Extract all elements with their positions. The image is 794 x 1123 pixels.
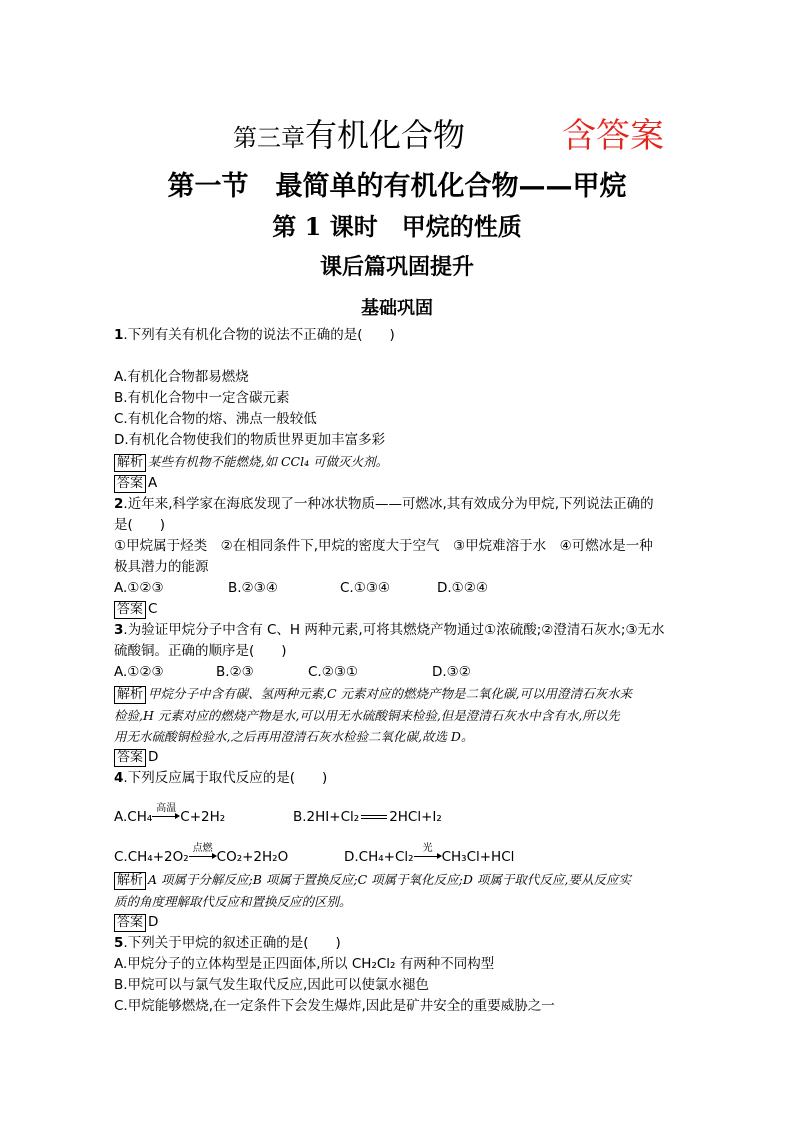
option-d: D.①②④	[437, 580, 488, 596]
question-number: 2	[114, 496, 124, 512]
reaction-arrow	[152, 803, 180, 822]
answer-label: 答案	[114, 749, 146, 767]
products: 2HCl+I₂	[389, 809, 442, 825]
option-b: B.②③④	[228, 580, 278, 596]
reaction-arrow	[189, 843, 217, 862]
question-4-answer	[114, 912, 680, 933]
question-1-answer	[114, 473, 680, 494]
option-a: A.①②③	[114, 580, 164, 596]
question-3-analysis-cont2: 用无水硫酸铜检验水,之后再用澄清石灰水检验二氧化碳,故选 D。	[114, 729, 474, 744]
answer-label: 答案	[114, 601, 146, 619]
question-2-stem	[114, 494, 680, 515]
question-5-stem	[114, 933, 680, 954]
option-c	[114, 843, 289, 868]
analysis-text: 甲烷分子中含有碳、氢两种元素,C 元素对应的燃烧产物是二氧化碳,可以用澄清石灰水来	[148, 686, 633, 701]
analysis-label: 解析	[114, 872, 146, 890]
reactants: C.CH₄+2O₂	[114, 849, 189, 865]
answer-value: C	[148, 601, 158, 617]
reaction-condition: 光	[422, 843, 433, 854]
question-number: 5	[114, 935, 124, 951]
answer-included-tag: 含答案	[562, 116, 664, 156]
chapter-prefix: 第三章	[233, 124, 305, 152]
stage-title: 课后篇巩固提升	[319, 254, 474, 280]
chapter-title	[233, 110, 465, 156]
option-d: D.③②	[432, 664, 471, 680]
question-text: .为验证甲烷分子中含有 C、H 两种元素,可将其燃烧产物通过①浓硫酸;②澄清石灰水;③无水	[123, 622, 665, 638]
reaction-arrow	[414, 843, 442, 862]
question-1-analysis	[114, 451, 680, 473]
analysis-text: A 项属于分解反应;B 项属于置换反应;C 项属于氧化反应;D 项属于取代反应,要从反应实	[148, 872, 631, 887]
question-2-statements: ①甲烷属于烃类 ②在相同条件下,甲烷的密度大于空气 ③甲烷难溶于水 ④可燃冰是一种	[114, 538, 653, 554]
reaction-condition: 点燃	[192, 843, 213, 854]
question-2-answer	[114, 599, 680, 620]
question-text: .下列反应属于取代反应的是( )	[123, 770, 328, 786]
analysis-text: 某些有机物不能燃烧,如 CCl₄ 可做灭火剂。	[148, 454, 389, 469]
question-4-options-row-1	[114, 789, 680, 829]
question-3-analysis	[114, 683, 680, 705]
question-5-option-c: C.甲烷能够燃烧,在一定条件下会发生爆炸,因此是矿井安全的重要威胁之一	[114, 998, 555, 1014]
question-5-option-a: A.甲烷分子的立体构型是正四面体,所以 CH₂Cl₂ 有两种不同构型	[114, 956, 495, 972]
section-title: 第一节 最简单的有机化合物——甲烷	[167, 171, 627, 202]
option-b: B.②③	[216, 664, 254, 680]
reaction-condition: 高温	[156, 803, 177, 814]
option-c: C.②③①	[308, 664, 359, 680]
question-2-options	[114, 578, 680, 599]
question-number: 3	[114, 622, 124, 638]
reactants: B.2HI+Cl₂	[293, 809, 360, 825]
analysis-label: 解析	[114, 454, 146, 472]
question-5-option-b: B.甲烷可以与氯气发生取代反应,因此可以使氯水褪色	[114, 977, 429, 993]
question-3-options	[114, 662, 680, 683]
reactants: D.CH₄+Cl₂	[344, 849, 414, 865]
option-d	[344, 843, 515, 868]
answer-label: 答案	[114, 914, 146, 932]
question-2-stem-cont: 是( )	[114, 517, 166, 533]
question-1-option-b: B.有机化合物中一定含碳元素	[114, 390, 290, 406]
question-4-options-row-2	[114, 829, 680, 869]
analysis-label: 解析	[114, 686, 146, 704]
question-list	[114, 325, 680, 1017]
answer-value: D	[148, 749, 159, 765]
products: C+2H₂	[180, 809, 226, 825]
lesson-title: 第 1 课时 甲烷的性质	[272, 212, 522, 241]
question-1-option-a: A.有机化合物都易燃烧	[114, 369, 249, 385]
question-1-option-c: C.有机化合物的熔、沸点一般较低	[114, 411, 317, 427]
option-a: A.①②③	[114, 664, 164, 680]
chapter-name: 有机化合物	[305, 116, 466, 154]
answer-value: A	[148, 475, 158, 491]
question-2-statements-cont: 极具潜力的能源	[114, 559, 209, 575]
option-a	[114, 803, 226, 828]
question-text: .下列有关有机化合物的说法不正确的是( )	[123, 327, 395, 343]
products: CO₂+2H₂O	[216, 849, 289, 865]
answer-value: D	[148, 914, 159, 930]
option-c: C.①③④	[340, 580, 391, 596]
question-1-stem	[114, 325, 680, 346]
question-3-answer	[114, 747, 680, 768]
question-text: .下列关于甲烷的叙述正确的是( )	[123, 935, 341, 951]
question-3-analysis-cont: 检验,H 元素对应的燃烧产物是水,可以用无水硫酸铜来检验,但是澄清石灰水中含有水,所以先	[114, 708, 620, 723]
question-number: 1	[114, 327, 124, 343]
question-number: 4	[114, 770, 124, 786]
equals-sign	[361, 815, 387, 819]
title-row	[0, 108, 794, 156]
products: CH₃Cl+HCl	[441, 849, 515, 865]
question-1-option-d: D.有机化合物使我们的物质世界更加丰富多彩	[114, 432, 386, 448]
question-4-analysis-cont: 质的角度理解取代反应和置换反应的区别。	[114, 894, 352, 909]
question-3-stem	[114, 620, 680, 641]
question-3-stem-cont: 硫酸铜。正确的顺序是( )	[114, 643, 287, 659]
question-4-analysis	[114, 869, 680, 891]
group-title: 基础巩固	[361, 298, 433, 319]
answer-label: 答案	[114, 475, 146, 493]
question-text: .近年来,科学家在海底发现了一种冰状物质——可燃冰,其有效成分为甲烷,下列说法正确的	[123, 496, 654, 512]
question-4-stem	[114, 768, 680, 789]
option-b	[293, 807, 442, 828]
reactants: A.CH₄	[114, 809, 153, 825]
